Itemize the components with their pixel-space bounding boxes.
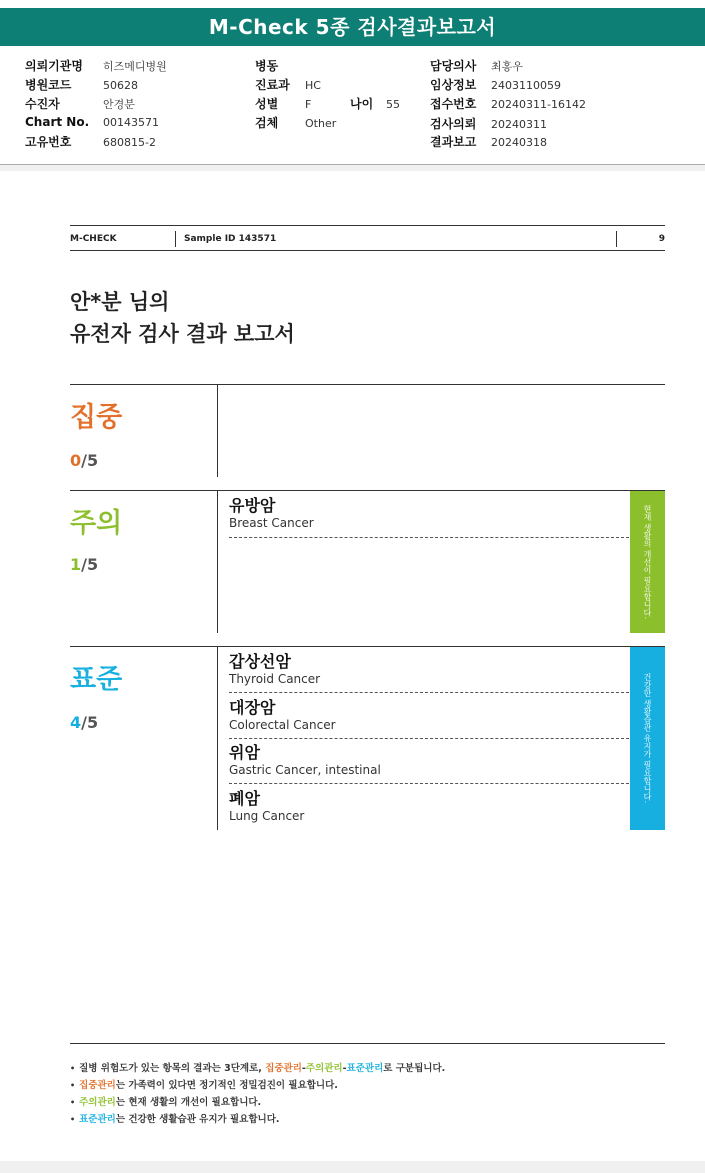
note-3 [70,1094,445,1111]
item-name-kr: 유방암 [229,496,276,515]
report-title-line1: 안*분 님의 [70,290,170,314]
note-key-focus: 집중관리 [79,1080,116,1091]
info-value: 2403110059 [491,79,561,92]
standard-side-tag: 건강한 생활습관 유지가 필요합니다. [630,647,665,830]
info-value: Other [305,117,337,130]
info-label: 검체 [255,116,279,130]
info-age [350,95,400,112]
section-divider [217,491,218,633]
count-total: /5 [81,713,99,732]
info-label: 병동 [255,59,279,73]
report-title-line2: 유전자 검사 결과 보고서 [70,322,295,346]
note-dash: - [342,1063,347,1074]
caution-side-tag: 현재 생활의 개선이 필요합니다. [630,491,665,633]
note-text: 는 건강한 생활습관 유지가 필요합니다. [115,1114,280,1125]
info-hospital-code [25,76,138,93]
note-text: 는 현재 생활의 개선이 필요합니다. [115,1097,262,1108]
item-name-kr: 대장암 [229,698,276,717]
category-name: 주의 [70,508,123,539]
section-caution [70,490,665,632]
info-value: 20240311-16142 [491,98,586,111]
result-item-breast-cancer [229,496,629,538]
info-value: 50628 [103,79,138,92]
info-clinical-info [430,76,561,93]
info-sex [255,95,311,112]
info-label: 수진자 [25,97,60,111]
section-divider [217,647,218,830]
item-name-en: Lung Cancer [229,809,305,823]
brand-label: M-CHECK [70,234,117,244]
note-key-standard: 표준관리 [346,1063,384,1074]
info-value: HC [305,79,321,92]
note-key-standard: 표준관리 [79,1114,116,1125]
strip-divider [175,231,176,247]
note-text: 는 가족력이 있다면 정기적인 정밀검진이 필요합니다. [115,1080,338,1091]
info-label: 접수번호 [430,97,477,111]
count-value: 0 [70,451,82,470]
info-label: 나이 [350,97,374,111]
info-value: F [305,98,312,111]
info-receipt-no [430,95,586,112]
count-total: /5 [81,555,99,574]
category-count [70,555,98,574]
category-count [70,451,98,470]
bottom-bar [0,1161,705,1173]
info-value: 히즈메디병원 [103,60,167,73]
category-name: 표준 [70,664,123,695]
info-department [255,76,321,93]
info-label: 병원코드 [25,78,72,92]
item-name-en: Colorectal Cancer [229,718,336,732]
sample-id: Sample ID 143571 [184,234,277,244]
info-label: 임상정보 [430,78,477,92]
item-name-en: Gastric Cancer, intestinal [229,763,381,777]
info-test-request-date [430,115,547,132]
info-value: 20240311 [491,118,547,131]
category-name: 집중 [70,402,123,433]
report-header-title: M-Check 5종 검사결과보고서 [0,8,705,46]
info-specimen [255,114,336,131]
info-label: 검사의뢰 [430,117,477,131]
count-value: 1 [70,555,82,574]
result-item-gastric-cancer [229,743,629,784]
info-label: Chart No. [25,115,90,129]
info-value: 55 [386,98,400,111]
count-total: /5 [81,451,99,470]
note-text: 로 구분됩니다. [383,1063,446,1074]
info-label: 의뢰기관명 [25,59,83,73]
info-patient-name [25,95,135,112]
section-divider [217,385,218,477]
info-label: 담당의사 [430,59,477,73]
item-name-kr: 위암 [229,743,260,762]
report-meta-strip [70,225,665,251]
item-name-en: Thyroid Cancer [229,672,321,686]
section-focus [70,384,665,476]
info-value: 20240318 [491,136,547,149]
note-key-caution: 주의관리 [79,1097,116,1108]
count-value: 4 [70,713,82,732]
info-physician [430,57,523,74]
footer-notes [70,1060,445,1128]
info-ward [255,57,305,74]
note-1 [70,1060,445,1077]
info-label: 고유번호 [25,135,72,149]
patient-info-panel [0,54,705,166]
category-count [70,713,98,732]
note-2 [70,1077,445,1094]
info-chart-no [25,115,159,129]
info-value: 안경분 [103,98,135,111]
item-name-kr: 갑상선암 [229,652,291,671]
info-result-report-date [430,133,547,150]
page-number: 9 [658,234,665,244]
info-label: 성별 [255,97,279,111]
result-item-thyroid-cancer [229,652,629,693]
note-key-caution: 주의관리 [305,1063,343,1074]
result-item-lung-cancer [229,789,629,830]
info-requesting-institution [25,57,167,74]
note-dash: - [301,1063,306,1074]
result-item-colorectal-cancer [229,698,629,739]
info-value: 최홍우 [491,60,523,73]
info-value: 680815-2 [103,136,156,149]
report-title [70,286,295,350]
note-key-focus: 집중관리 [265,1063,302,1074]
item-name-en: Breast Cancer [229,516,314,530]
strip-divider [616,231,617,247]
info-label: 결과보고 [430,135,477,149]
item-name-kr: 폐암 [229,789,260,808]
footer-divider [70,1043,665,1044]
section-standard [70,646,665,829]
info-value: 00143571 [103,116,159,129]
note-text: 질병 위험도가 있는 항목의 결과는 3단계로, [79,1063,266,1074]
info-unique-no [25,133,156,150]
note-4 [70,1111,445,1128]
header-shadow [0,165,705,171]
info-label: 진료과 [255,78,290,92]
